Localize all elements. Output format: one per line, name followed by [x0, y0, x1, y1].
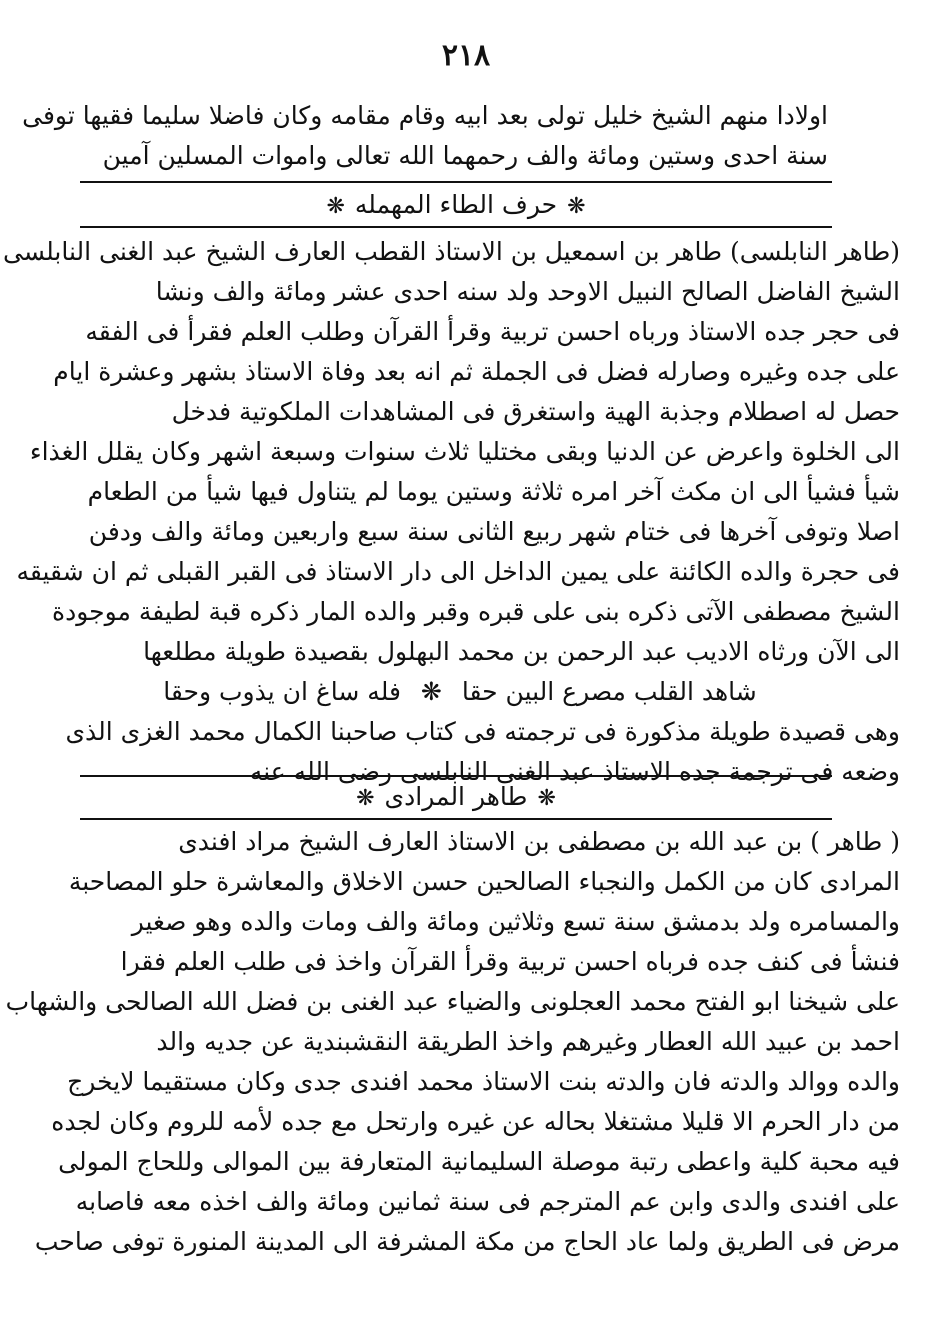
section-heading-taher-muradi [80, 778, 832, 818]
page-number: ٢١٨ [441, 38, 491, 73]
heading-text: طاهر المرادى [384, 782, 528, 811]
text-line: والمسامره ولد بدمشق سنة تسع وثلاثين ومائة والف ومات والده وهو صغير [131, 907, 900, 936]
verse-hemistich: فله ساغ ان يذوب وحقا [163, 677, 401, 706]
divider [80, 226, 832, 228]
text-line: على جده وغيره وصارله فضل فى الجملة ثم انه بعد وفاة الاستاذ بشهر وعشرة ايام [53, 357, 900, 386]
text-line: (طاهر النابلسى) طاهر بن اسمعيل بن الاستاذ القطب العارف الشيخ عبد الغنى النابلسى [3, 237, 900, 266]
text-line: على شيخنا ابو الفتح محمد العجلونى والضياء عبد الغنى بن فضل الله الصالحى والشهاب [5, 987, 900, 1016]
divider [80, 775, 832, 777]
text-line: الى الآن ورثاه الاديب عبد الرحمن بن محمد البهلول بقصيدة طويلة مطلعها [143, 637, 900, 666]
text-line: وهى قصيدة طويلة مذكورة فى ترجمته فى كتاب صاحبنا الكمال محمد الغزى الذى [65, 717, 900, 746]
text-line: الشيخ مصطفى الآتى ذكره بنى على قبره وقبر والده المار ذكره قبة لطيفة موجودة [52, 597, 900, 626]
text-line: ( طاهر ) بن عبد الله بن مصطفى بن الاستاذ العارف الشيخ مراد افندى [178, 827, 900, 856]
text-line: فى حجرة والده الكائنة على يمين الداخل الى دار الاستاذ فى القبر القبلى ثم ان شقيقه [16, 557, 900, 586]
poem-verse [20, 672, 900, 712]
verse-separator-icon: ❋ [420, 677, 442, 706]
ornament-icon: ❋ [326, 194, 345, 219]
heading-text: حرف الطاء المهمله [354, 190, 558, 219]
entry-taher-muradi [5, 822, 900, 1262]
ornament-icon: ❋ [537, 786, 556, 811]
text-line: سنة احدى وستين ومائة والف رحمهما الله تعالى واموات المسلين آمين [102, 141, 828, 170]
text-line: فيه محبة كلية واعطى رتبة موصلة السليمانية المتعارفة بين الموالى وللحاج المولى [58, 1147, 900, 1176]
entry-taher-nabulsi [3, 232, 900, 792]
text-line: فنشأ فى كنف جده فرباه احسن تربية وقرأ القرآن واخذ فى طلب العلم فقرا [120, 947, 900, 976]
text-line: احمد بن عبيد الله العطار وغيرهم واخذ الطريقة النقشبندية عن جديه والد [156, 1027, 900, 1056]
ornament-icon: ❋ [356, 786, 375, 811]
text-line: الى الخلوة واعرض عن الدنيا وبقى مختليا ثلاث سنوات وسبعة اشهر وكان يقلل الغذاء [29, 437, 900, 466]
text-line: شيأ فشيأ الى ان مكث آخر امره ثلاثة وستين يوما لم يتناول فيها شيأ من الطعام [87, 477, 900, 506]
text-line: على افندى والدى وابن عم المترجم فى سنة ثمانين ومائة والف اخذه معه فاصابه [75, 1187, 900, 1216]
text-line: اصلا وتوفى آخرها فى ختام شهر ربيع الثانى سنة سبع واربعين ومائة والف ودفن [88, 517, 900, 546]
section-heading-taa [80, 186, 832, 226]
ornament-icon: ❋ [567, 194, 586, 219]
text-line: اولادا منهم الشيخ خليل تولى بعد ابيه وقام مقامه وكان فاضلا سليما فقيها توفى [22, 101, 828, 130]
verse-hemistich: شاهد القلب مصرع البين حقا [461, 677, 757, 706]
text-line: فى حجر جده الاستاذ ورباه احسن تربية وقرأ القرآن وطلب العلم فقرأ فى الفقه [85, 317, 900, 346]
text-line: وضعه فى ترجمة جده الاستاذ عبد الغنى النابلسى رضى الله عنه [249, 757, 900, 786]
divider [80, 818, 832, 820]
intro-paragraph [22, 96, 828, 176]
divider [80, 181, 832, 183]
text-line: حصل له اصطلام وجذبة الهية واستغرق فى المشاهدات الملكوتية فدخل [171, 397, 900, 426]
text-line: مرض فى الطريق ولما عاد الحاج من مكة المشرفة الى المدينة المنورة توفى صاحب [34, 1227, 900, 1256]
text-line: الشيخ الفاضل الصالح النبيل الاوحد ولد سنه احدى عشر ومائة والف ونشا [155, 277, 900, 306]
text-line: من دار الحرم الا قليلا مشتغلا بحاله عن غيره وارتحل مع جده لأمه للروم وكان لجده [51, 1107, 900, 1136]
text-line: والده ووالد والدته فان والدته بنت الاستاذ محمد افندى جدى وكان مستقيما لايخرج [67, 1067, 900, 1096]
text-line: المرادى كان من الكمل والنجباء الصالحين حسن الاخلاق والمعاشرة حلو المصاحبة [68, 867, 900, 896]
